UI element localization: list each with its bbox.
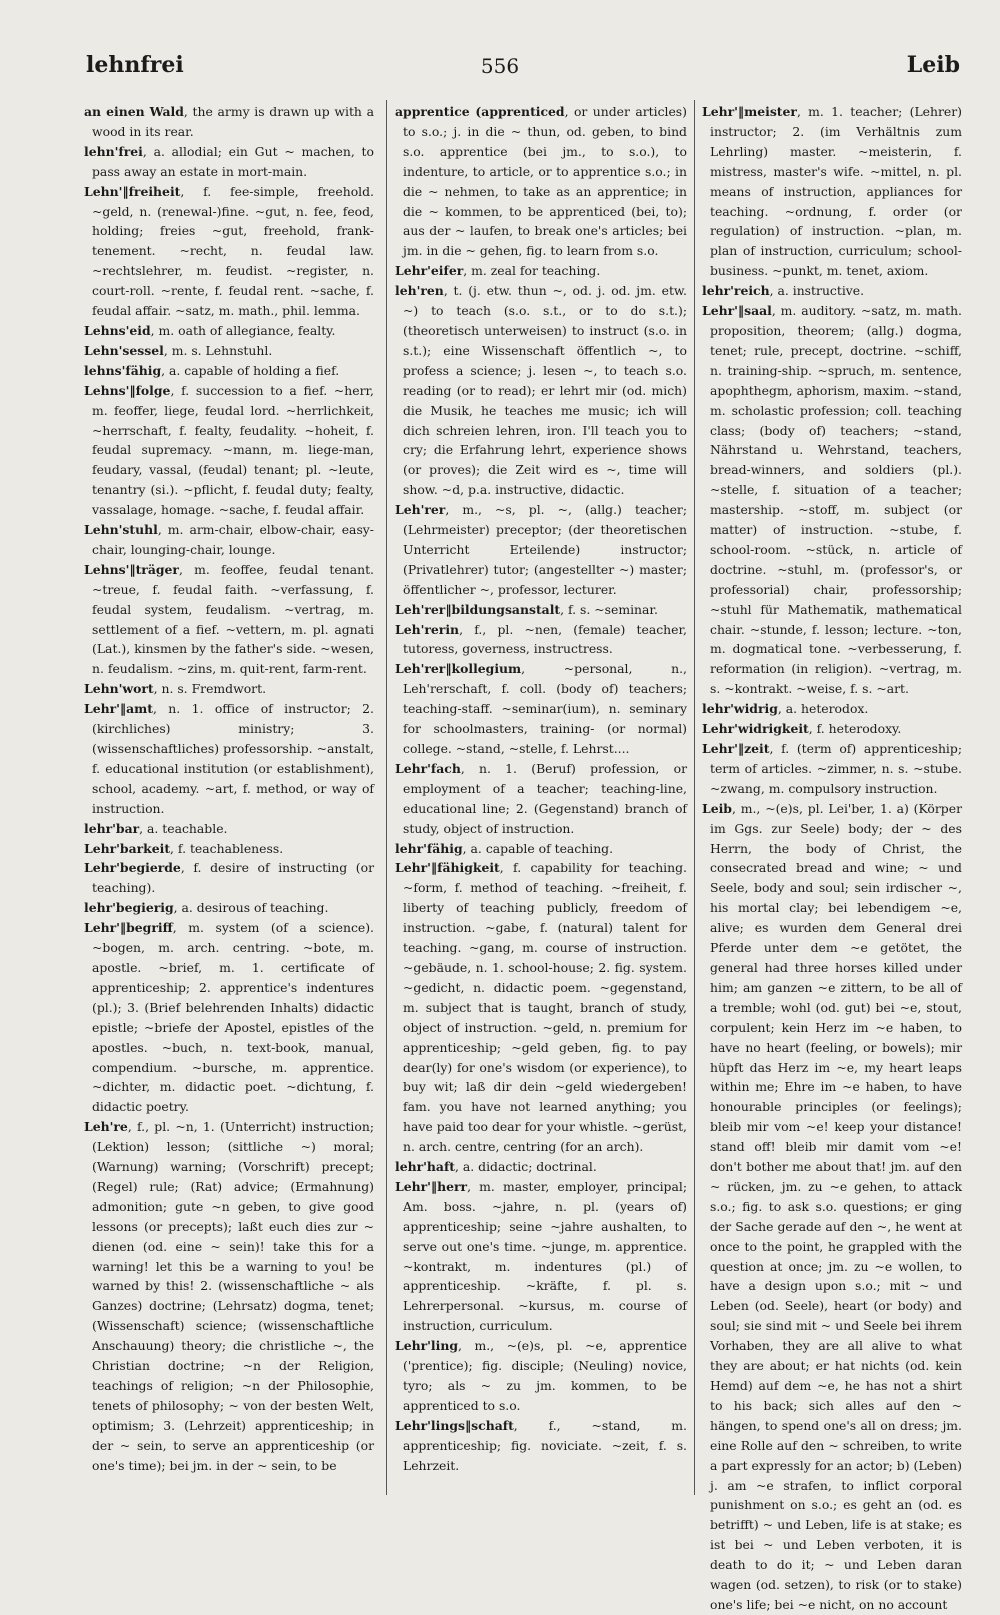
entry-headword: Lehr'‖herr bbox=[395, 1178, 468, 1194]
entry-headword: Lehr'eifer bbox=[395, 263, 464, 279]
dictionary-entry: Lehr'widrigkeit, f. heterodoxy. bbox=[702, 721, 902, 737]
entry-headword: lehr'haft bbox=[395, 1159, 456, 1175]
entry-headword: Leh'rerin bbox=[395, 621, 460, 637]
dictionary-entry: Lehn'sessel, m. s. Lehnstuhl. bbox=[84, 342, 273, 358]
dictionary-entry: Lehr'‖meister, m. 1. teacher; (Lehrer) instructor; 2. (im Verhältnis zum Lehrling) master. ~meisterin, f. mistress, master's wife. ~mittel, n. pl. means of instruction, appliances for teaching. ~ordnung, f. order (or regulation) of instruction. ~plan, m. plan of instruction, curriculum; school-business. ~punkt, m. tenet, axiom. bbox=[702, 104, 962, 279]
dictionary-entry: lehr'reich, a. instructive. bbox=[702, 283, 865, 299]
entry-headword: lehr'bar bbox=[84, 820, 140, 836]
entry-headword: leh'ren bbox=[395, 283, 444, 299]
dictionary-entry: Lehr'‖zeit, f. (term of) apprenticeship; term of articles. ~zimmer, n. s. ~stube. ~zwang, m. compulsory instruction. bbox=[702, 741, 962, 796]
dictionary-entry: Lehn'‖freiheit, f. fee-simple, freehold. ~geld, n. (renewal-)fine. ~gut, n. fee, feod, holding; freies ~gut, freehold, frank-tenement. ~recht, n. feudal law. ~rechtslehrer, m. feudist. ~register, n. court-roll. ~rente, f. feudal rent. ~sache, f. feudal affair. ~satz, m. math., phil. lemma. bbox=[84, 183, 374, 319]
entry-headword: Lehns'‖folge bbox=[84, 382, 171, 398]
entry-headword: Lehr'begierde bbox=[84, 860, 181, 876]
dictionary-entry: an einen Wald, the army is drawn up with a wood in its rear. bbox=[84, 104, 374, 139]
entry-headword: Lehr'‖amt bbox=[84, 701, 153, 717]
entry-headword: Lehr'lings‖schaft bbox=[395, 1417, 514, 1433]
dictionary-entry: lehr'haft, a. didactic; doctrinal. bbox=[395, 1159, 597, 1175]
dictionary-entry: Lehr'‖amt, n. 1. office of instructor; 2. (kirchliches) ministry; 3. (wissenschaftliches) professorship. ~anstalt, f. educational institution (or establishment), school, academy. ~art, f. method, or way of instruction. bbox=[84, 701, 374, 816]
dictionary-entry: leh'ren, t. (j. etw. thun ~, od. j. od. jm. etw. ~) to teach (s.o. s.t., or to do s.t.); (theoretisch unterweisen) to instruct (s.o. in s.t.); eine Wissenschaft öffentlich ~, to profess a science; j. lesen ~, to teach s.o. reading (or to read); er lehrt mir (od. mich) die Musik, he teaches me music; ich will dich schreien lehren, iron. I'll teach you to cry; die Erfahrung lehrt, experience shows (or proves); die Zeit wird es ~, time will show. ~d, p.a. instructive, didactic. bbox=[395, 283, 687, 498]
dictionary-entry: lehr'fähig, a. capable of teaching. bbox=[395, 840, 614, 856]
entry-headword: Lehr'ling bbox=[395, 1338, 459, 1354]
dictionary-entry: Leh'rerin, f., pl. ~nen, (female) teacher, tutoress, governess, instructress. bbox=[395, 621, 687, 657]
entry-headword: Leh'rer bbox=[395, 502, 446, 518]
dictionary-entry: Leh'rer‖kollegium, ~personal, n., Leh'rerschaft, f. coll. (body of) teachers; teaching-staff. ~seminar(ium), n. seminary for schoolmasters, training- (or normal) college. ~stand, ~stelle, f. Lehrst.... bbox=[395, 661, 687, 756]
dictionary-entry: Lehr'lings‖schaft, f., ~stand, m. apprenticeship; fig. noviciate. ~zeit, f. s. Lehrzeit. bbox=[395, 1417, 687, 1473]
entry-headword: Leib bbox=[702, 800, 732, 816]
dictionary-entry: Leh're, f., pl. ~n, 1. (Unterricht) instruction; (Lektion) lesson; (sittliche ~) moral; (Warnung) warning; (Vorschrift) precept; (Regel) rule; (Rat) advice; (Ermahnung) admonition; gute ~n geben, to give good lessons (or precepts); laßt euch dies zur ~ dienen (od. eine ~ sein)! take this for a warning! let this be a warning to you! be warned by this! 2. (wissenschaftliche ~ als Ganzes) doctrine; (Lehrsatz) dogma, tenet; (Wissenschaft) science; (wissenschaftliche Anschauung) theory; die christliche ~, the Christian doctrine; ~n der Religion, teachings of religion; ~n der Philosophie, tenets of philosophy; ~ von der besten Welt, optimism; 3. (Lehrzeit) apprenticeship; in der ~ sein, to serve an apprenticeship (or one's time); bei jm. in der ~ sein, to be bbox=[84, 1119, 374, 1473]
dictionary-entry: Lehr'fach, n. 1. (Beruf) profession, or employment of a teacher; teaching-line, educational line; 2. (Gegenstand) branch of study, object of instruction. bbox=[395, 760, 687, 836]
column-divider bbox=[386, 100, 387, 1495]
dictionary-column-1 bbox=[84, 102, 374, 1507]
dictionary-entry: Lehns'eid, m. oath of allegiance, fealty. bbox=[84, 322, 336, 338]
column-divider bbox=[694, 100, 695, 1495]
entry-headword: Lehr'barkeit bbox=[84, 840, 171, 856]
entry-headword: lehr'fähig bbox=[395, 840, 463, 856]
dictionary-entry: Lehns'‖folge, f. succession to a fief. ~herr, m. feoffer, liege, feudal lord. ~herrlichkeit, ~herrschaft, f. fealty, feudality. ~hoheit, f. feudal supremacy. ~mann, m. liege-man, feudary, vassal, (feudal) tenant; pl. ~leute, tenantry (si.). ~pflicht, f. feudal duty; fealty, vassalage, homage. ~sache, f. feudal affair. bbox=[84, 382, 374, 518]
dictionary-entry: Lehr'eifer, m. zeal for teaching. bbox=[395, 263, 601, 279]
left-running-headword: lehnfrei bbox=[86, 52, 184, 78]
dictionary-entry: lehr'begierig, a. desirous of teaching. bbox=[84, 900, 329, 916]
entry-headword: Lehr'fach bbox=[395, 760, 461, 776]
dictionary-column-2 bbox=[395, 102, 687, 1507]
dictionary-entry: Leh'rer, m., ~s, pl. ~, (allg.) teacher; (Lehrmeister) preceptor; (der theoretischen Unterricht Erteilende) instructor; (Privatlehrer) tutor; (angestellter ~) master; öffentlicher ~, professor, lecturer. bbox=[395, 502, 687, 597]
page-number: 556 bbox=[480, 54, 520, 78]
entry-headword: lehr'reich bbox=[702, 283, 770, 299]
entry-headword: Leh're bbox=[84, 1119, 128, 1135]
dictionary-entry: Lehr'‖saal, m. auditory. ~satz, m. math. proposition, theorem; (allg.) dogma, tenet; rule, precept, doctrine. ~schiff, n. training-ship. ~spruch, m. sentence, apophthegm, aphorism, maxim. ~stand, m. scholastic profession; coll. teaching class; (body of) teachers; ~stand, Nährstand u. Wehrstand, teachers, bread-winners, and soldiers (pl.). ~stelle, f. situation of a teacher; mastership. ~stoff, m. subject (or matter) of instruction. ~stube, f. school-room. ~stück, n. article of doctrine. ~stuhl, m. (professor's, or professorial) chair, professorship; ~stuhl für Mathematik, mathematical chair. ~stunde, f. lesson; lecture. ~ton, m. dogmatical tone. ~verbesserung, f. reformation (in religion). ~vertrag, m. s. ~kontrakt. ~weise, f. s. ~art. bbox=[702, 303, 962, 697]
page-header bbox=[0, 52, 1000, 92]
dictionary-entry: Leh'rer‖bildungsanstalt, f. s. ~seminar. bbox=[395, 601, 658, 617]
entry-headword: Lehn'stuhl bbox=[84, 522, 158, 538]
dictionary-entry: Lehr'‖fähigkeit, f. capability for teaching. ~form, f. method of teaching. ~freiheit, f. liberty of teaching publicly, freedom of instruction. ~gabe, f. (natural) talent for teaching. ~gang, m. course of instruction. ~gebäude, n. 1. school-house; 2. fig. system. ~gedicht, n. didactic poem. ~gegenstand, m. subject that is taught, branch of study, object of instruction. ~geld, n. premium for apprenticeship; ~geld geben, fig. to pay dear(ly) for one's wisdom (or experience), to buy wit; laß dir dein ~geld wiedergeben! fam. you have not learned anything; you have paid too dear for your whistle. ~gerüst, n. arch. centre, centring (for an arch). bbox=[395, 860, 687, 1155]
entry-headword: Lehn'‖freiheit bbox=[84, 183, 181, 199]
dictionary-entry: lehr'bar, a. teachable. bbox=[84, 820, 228, 836]
entry-headword: lehns'fähig bbox=[84, 362, 162, 378]
entry-headword: Lehns'eid bbox=[84, 322, 151, 338]
right-running-headword: Leib bbox=[906, 52, 960, 78]
dictionary-entry: apprentice (apprenticed, or under articles) to s.o.; j. in die ~ thun, od. geben, to bind s.o. apprentice (bei jm., to s.o.), to indenture, to article, or to apprentice s.o.; in die ~ nehmen, to take as an apprentice; in die ~ kommen, to be apprenticed (bei, to); aus der ~ laufen, to break one's articles; bei jm. in die ~ gehen, fig. to learn from s.o. bbox=[395, 104, 688, 259]
dictionary-entry: Lehr'ling, m., ~(e)s, pl. ~e, apprentice ('prentice); fig. disciple; (Neuling) novice, tyro; als ~ zu jm. kommen, to be apprenticed to s.o. bbox=[395, 1338, 687, 1413]
entry-headword: lehn'frei bbox=[84, 143, 143, 159]
dictionary-entry: Lehr'barkeit, f. teachableness. bbox=[84, 840, 284, 856]
dictionary-entry: Lehr'‖herr, m. master, employer, principal; Am. boss. ~jahre, n. pl. (years of) apprenticeship; seine ~jahre aushalten, to serve out one's time. ~junge, m. apprentice. ~kontrakt, m. indentures (pl.) of apprenticeship. ~kräfte, f. pl. s. Lehrerpersonal. ~kursus, m. course of instruction, curriculum. bbox=[395, 1178, 687, 1334]
dictionary-column-3 bbox=[702, 102, 962, 1612]
dictionary-entry: Lehr'‖begriff, m. system (of a science). ~bogen, m. arch. centring. ~bote, m. apostle. ~brief, m. 1. certificate of apprenticeship; 2. apprentice's indentures (pl.); 3. (Brief belehrenden Inhalts) didactic epistle; ~briefe der Apostel, epistles of the apostles. ~buch, n. text-book, manual, compendium. ~bursche, m. apprentice. ~dichter, m. didactic poet. ~dichtung, f. didactic poetry. bbox=[84, 920, 374, 1115]
dictionary-entry: lehn'frei, a. allodial; ein Gut ~ machen, to pass away an estate in mort-main. bbox=[84, 143, 374, 179]
dictionary-entry: lehr'widrig, a. heterodox. bbox=[702, 701, 869, 717]
entry-headword: an einen Wald bbox=[84, 104, 184, 119]
entry-headword: Lehr'‖fähigkeit bbox=[395, 860, 500, 876]
entry-headword: Lehr'‖begriff bbox=[84, 920, 173, 936]
entry-headword: Lehr'‖saal bbox=[702, 303, 772, 319]
entry-headword: Leh'rer‖kollegium bbox=[395, 661, 522, 677]
dictionary-entry: Leib, m., ~(e)s, pl. Lei'ber, 1. a) (Körper im Ggs. zur Seele) body; der ~ des Herrn, the body of Christ, the consecrated bread and wine; ~ und Seele, body and soul; sein irdischer ~, his mortal clay; bei lebendigem ~e, alive; es wurden dem General drei Pferde unter dem ~e getötet, the general had three horses killed under him; am ganzen ~e zittern, to be all of a tremble; wohl (od. gut) bei ~e, stout, corpulent; kein Herz im ~e haben, to have no heart (feeling, or bowels); mir hüpft das Herz im ~e, my heart leaps within me; Ehre im ~e haben, to have honourable principles (or feelings); bleib mir vom ~e! keep your distance! stand off! bleib mir damit vom ~e! don't bother me about that! jm. auf den ~ rücken, jm. zu ~e gehen, to attack s.o.; fig. to ask s.o. questions; er ging der Sache gerade auf den ~, he went at once to the point, he grappled with the question at once; jm. zu ~e wollen, to have a design upon s.o.; mit ~ und Leben (od. Seele), heart (or body) and soul; sie sind mit ~ und Seele bei ihrem Vorhaben, they are all alive to what they are about; er hat nichts (od. kein Hemd) auf dem ~e, he has not a shirt to his back; sich alles auf den ~ hängen, to spend one's all on dress; jm. eine Rolle auf den ~ schreiben, to write a part expressly for an actor; b) (Leben) j. am ~e strafen, to inflict corporal punishment on s.o.; es geht an (od. es betrifft) ~ und Leben, life is at stake; es ist bei ~ und Leben verboten, it is death to do it; ~ und Leben daran wagen (od. setzen), to risk (or to stake) one's life; bei ~e nicht, on no account bbox=[702, 800, 962, 1612]
dictionary-entry: Lehn'stuhl, m. arm-chair, elbow-chair, easy-chair, lounging-chair, lounge. bbox=[84, 522, 374, 557]
entry-headword: Leh'rer‖bildungsanstalt bbox=[395, 601, 561, 617]
dictionary-entry: Lehr'begierde, f. desire of instructing (or teaching). bbox=[84, 860, 374, 896]
dictionary-entry: Lehns'‖träger, m. feoffee, feudal tenant. ~treue, f. feudal faith. ~verfassung, f. feudal system, feudalism. ~vertrag, m. settlement of a fief. ~vettern, m. pl. agnati (Lat.), kinsmen by the father's side. ~wesen, n. feudalism. ~zins, m. quit-rent, farm-rent. bbox=[84, 561, 374, 677]
entry-headword: lehr'begierig bbox=[84, 900, 174, 916]
dictionary-entry: lehns'fähig, a. capable of holding a fief. bbox=[84, 362, 340, 378]
entry-headword: Lehr'‖zeit bbox=[702, 741, 770, 756]
dictionary-entry: Lehn'wort, n. s. Fremdwort. bbox=[84, 681, 267, 697]
entry-headword: Lehn'wort bbox=[84, 681, 154, 697]
entry-headword: Lehr'widrigkeit bbox=[702, 721, 809, 737]
entry-headword: Lehr'‖meister bbox=[702, 104, 797, 119]
entry-headword: Lehn'sessel bbox=[84, 342, 164, 358]
entry-headword: lehr'widrig bbox=[702, 701, 778, 717]
entry-headword: apprentice (apprenticed bbox=[395, 104, 565, 119]
entry-headword: Lehns'‖träger bbox=[84, 561, 179, 577]
